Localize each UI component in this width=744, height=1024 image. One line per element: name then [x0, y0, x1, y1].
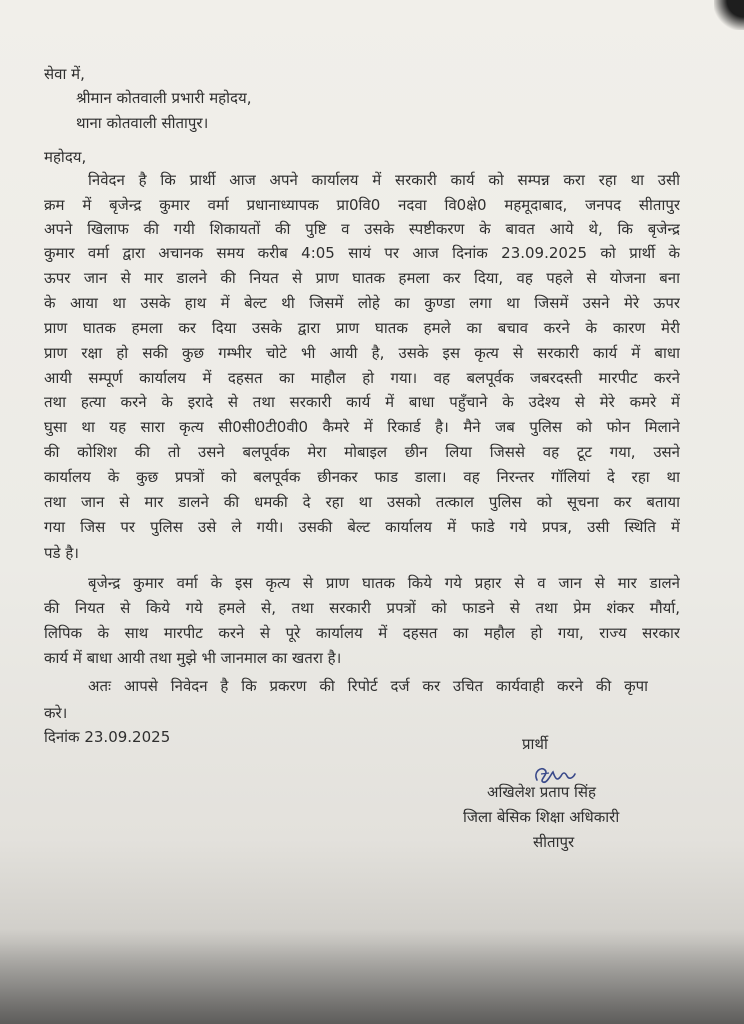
address-station: थाना कोतवाली सीतापुर। — [76, 114, 209, 132]
body-line: घुसा था यह सारा कृत्य सी0सी0टी0वी0 कैमरे में रिकार्ड है। मैने जब पुलिस को फोन मिलाने — [44, 418, 680, 436]
body-line: तथा हत्या करने के इरादे से तथा सरकारी कार्य में बाधा पहुँचाने के उदेश्य से मेरे कमरे में — [44, 393, 680, 411]
body-line: करे। — [44, 704, 68, 722]
salutation: महोदय, — [44, 148, 87, 166]
address-salutation: सेवा में, — [44, 65, 85, 83]
body-line: गया जिस पर पुलिस उसे ले गयी। उसकी बेल्ट कार्यालय में फाडे गये प्रपत्र, उसी स्थिति में — [44, 518, 680, 536]
body-line: निवेदन है कि प्रार्थी आज अपने कार्यालय में सरकारी कार्य को सम्पन्न करा रहा था उसी — [88, 171, 680, 189]
sender-name: अखिलेश प्रताप सिंह — [487, 783, 597, 801]
body-line: पडे है। — [44, 544, 79, 562]
body-line: कार्यालय के कुछ प्रपत्रों को बलपूर्वक छीनकर फाड डाला। वह निरन्तर गॉलियां दे रहा था — [44, 468, 680, 486]
body-line: तथा जान से मार डालने की धमकी दे रहा था उसको तत्काल पुलिस को सूचना कर बताया — [44, 493, 680, 511]
body-line: क्रम में बृजेन्द्र कुमार वर्मा प्रधानाध्यापक प्रा0वि0 नदवा वि0क्षे0 महमूदाबाद, जनपद सीतापुर — [44, 196, 680, 214]
address-recipient: श्रीमान कोतवाली प्रभारी महोदय, — [76, 89, 252, 107]
applicant-label: प्रार्थी — [522, 735, 548, 753]
body-line: अतः आपसे निवेदन है कि प्रकरण की रिपोर्ट दर्ज कर उचित कार्यवाही करने की कृपा — [88, 677, 648, 695]
body-line: आयी सम्पूर्ण कार्यालय में दहसत का माहौल हो गया। वह बलपूर्वक जबरदस्ती मारपीट करने — [44, 369, 680, 387]
body-line: की नियत से किये गये हमले से, तथा सरकारी प्रपत्रों को फाडने से तथा प्रेम शंकर मौर्या, — [44, 599, 680, 617]
body-line: अपने खिलाफ की गयी शिकायतों की पुष्टि व उसके स्पष्टीकरण के बावत आये थे, कि बृजेन्द्र — [44, 220, 680, 238]
body-line: ऊपर जान से मार डालने की नियत से प्राण घातक हमला कर दिया, वह पहले से योजना बना — [44, 269, 680, 287]
corner-shadow — [714, 0, 744, 30]
body-line: की कोशिश की तो उसने बलपूर्वक मेरा मोबाइल छीन लिया जिससे वह टूट गया, उसने — [44, 443, 680, 461]
body-line: लिपिक के साथ मारपीट करने से पूरे कार्यालय में दहसत का महौल हो गया, राज्य सरकार — [44, 624, 680, 642]
body-line: के आया था उसके हाथ में बेल्ट थी जिसमें लोहे का कुण्डा लगा था जिसमें उसने मेरे ऊपर — [44, 294, 680, 312]
sender-designation: जिला बेसिक शिक्षा अधिकारी — [463, 808, 620, 826]
letter-date: दिनांक 23.09.2025 — [44, 728, 171, 746]
bottom-shadow — [0, 929, 744, 1024]
body-line: प्राण रक्षा हो सकी कुछ गम्भीर चोटे भी आयी है, उसके इस कृत्य से सरकारी कार्य में बाधा — [44, 344, 680, 362]
body-line: कुमार वर्मा द्वारा अचानक समय करीब 4:05 सायं पर आज दिनांक 23.09.2025 को प्रार्थी के — [44, 244, 680, 262]
body-line: प्राण घातक हमला कर दिया उसके द्वारा प्राण घातक हमले का बचाव करने के कारण मेरी — [44, 319, 680, 337]
body-line: कार्य में बाधा आयी तथा मुझे भी जानमाल का खतरा है। — [44, 649, 342, 667]
body-line: बृजेन्द्र कुमार वर्मा के इस कृत्य से प्राण घातक किये गये प्रहार से व जान से मार डालने — [88, 574, 680, 592]
sender-place: सीतापुर — [533, 833, 575, 851]
